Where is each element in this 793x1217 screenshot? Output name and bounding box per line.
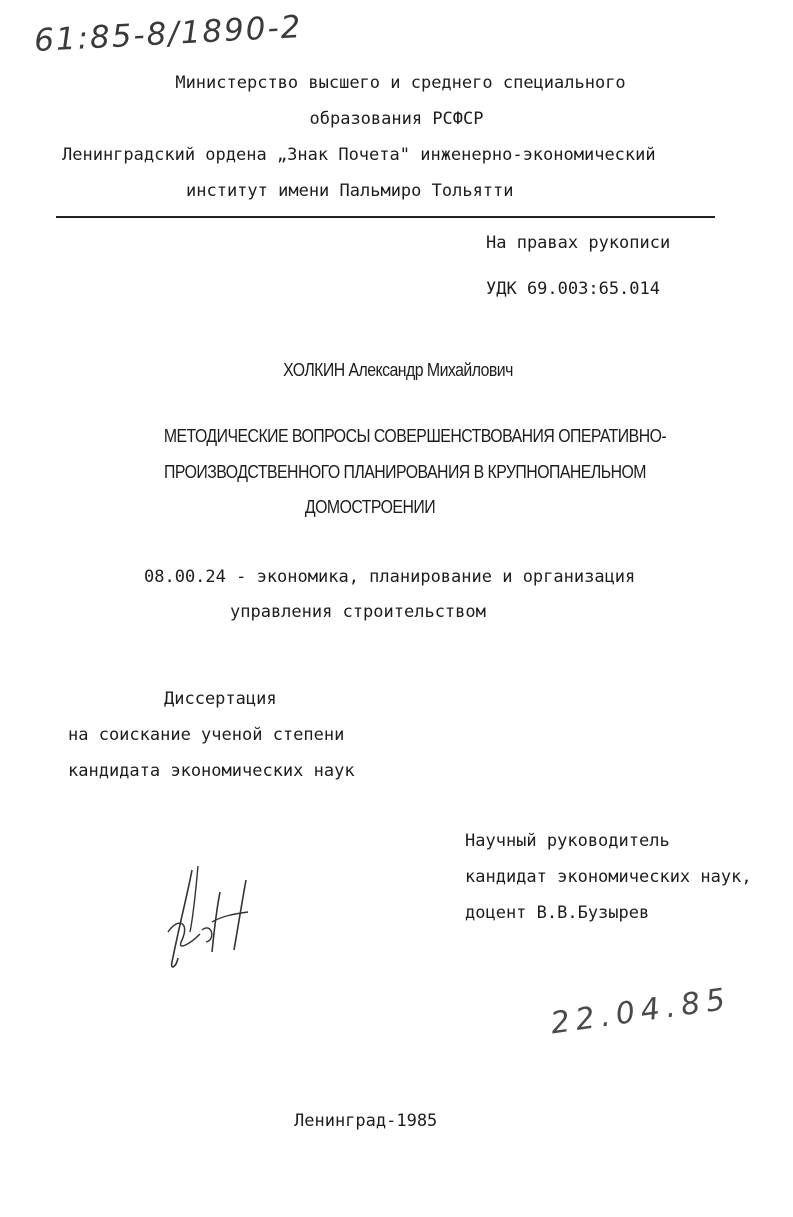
ministry-line: Министерство высшего и среднего специального xyxy=(175,73,626,93)
institute-line: Ленинградский ордена „Знак Почета" инженерно-экономический xyxy=(62,145,656,165)
degree-line: на соискание ученой степени xyxy=(68,725,345,745)
specialty-code: 08.00.24 - экономика, планирование и организация xyxy=(144,567,636,587)
supervisor-degree: кандидат экономических наук, xyxy=(465,867,752,887)
degree-field: кандидата экономических наук xyxy=(68,761,355,781)
institute-line-2: институт имени Пальмиро Тольятти xyxy=(186,181,514,201)
archive-code: 61:85-8/1890-2 xyxy=(33,8,304,60)
city-year: Ленинград-1985 xyxy=(294,1111,438,1131)
signature xyxy=(150,862,260,977)
stamp-date: 22.04.85 xyxy=(548,981,734,1042)
specialty-name: управления строительством xyxy=(230,602,486,622)
manuscript-rights: На правах рукописи xyxy=(486,233,671,253)
header-divider xyxy=(56,216,715,218)
dissertation-title-line-1: МЕТОДИЧЕСКИЕ ВОПРОСЫ СОВЕРШЕНСТВОВАНИЯ ОПЕРАТИВНО- xyxy=(163,426,667,446)
supervisor-label: Научный руководитель xyxy=(465,831,670,851)
supervisor-name: доцент В.В.Бузырев xyxy=(465,903,650,923)
dissertation-label: Диссертация xyxy=(164,689,277,709)
dissertation-title-line-3: ДОМОСТРОЕНИИ xyxy=(304,497,436,517)
dissertation-title-line-2: ПРОИЗВОДСТВЕННОГО ПЛАНИРОВАНИЯ В КРУПНОПАНЕЛЬНОМ xyxy=(164,462,646,482)
ministry-line-2: образования РСФСР xyxy=(309,109,484,129)
udc-code: УДК 69.003:65.014 xyxy=(486,279,660,299)
author-name: ХОЛКИН Александр Михайлович xyxy=(283,360,513,380)
